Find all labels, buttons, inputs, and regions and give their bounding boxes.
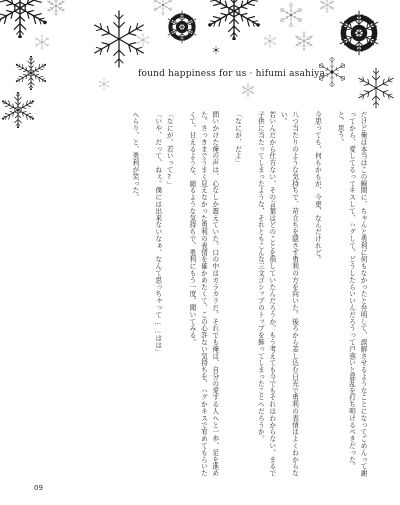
dialogue-line: 「いや、だって、ねぇ。僕には出来ないなぁ、なんて思っちゃって……はは」 (153, 111, 162, 356)
paragraph: 今思っても、何もかもが、今更、なんだけれど。 (313, 111, 322, 263)
page-number: 09 (34, 484, 43, 492)
running-header: found happiness for us · hifumi asahiya (138, 69, 326, 79)
snowflake-icon (278, 2, 304, 28)
snowflake-icon (354, 66, 398, 110)
paragraph-gap (174, 111, 185, 483)
snowflake-icon (14, 56, 48, 90)
snowflake-icon (240, 82, 256, 98)
paragraph: 若いんだから仕方ない、その言葉はどのことを指していたんだろうか。もう考えても今でもそれはわからない。まるで子供に当たってしまったような、それともこんな三文ゴシップのトップを飾ってしまったことへだろうか。 (256, 111, 276, 477)
paragraph-gap (243, 111, 254, 483)
dialogue-line: 「なにが、若いって?」 (165, 111, 174, 189)
snowflake-icon (34, 34, 50, 50)
paragraph: 八つ当たりのような気持ちで、苛立ちを隠さず勇利の方を向いた。後ろから差し込む日光で勇利の表情はよくわからない。 (279, 111, 299, 477)
snowflake-icon (263, 34, 277, 48)
snowflake-icon (212, 46, 220, 54)
vertical-body-text (129, 111, 368, 483)
snowflake-icon (336, 10, 382, 56)
snowflake-icon (318, 0, 336, 14)
snowflake-icon (98, 78, 110, 90)
snowflake-icon (0, 0, 50, 38)
snowflake-icon (45, 0, 67, 17)
snowflake-icon (136, 33, 150, 47)
paragraph-gap (220, 111, 231, 483)
paragraph-gap (322, 111, 333, 483)
paragraph: だけど俺は本当はこの瞬間に、ちゃんと勇利に何もなかったと弁明して、誤解させるようなことになってごめんって謝ってから、愛してるってキスして、ハグして、どうしたらいいんだろうって戸惑いと混乱を打ち明けるべきだった。と、思う。 (336, 111, 367, 477)
paragraph-gap (140, 111, 151, 483)
snowflake-icon (165, 10, 199, 44)
paragraph-gap (300, 111, 311, 483)
snowflake-icon (293, 30, 315, 52)
snowflake-icon (0, 92, 36, 128)
paragraph: 問いかけた俺の声は、心なしか震えていた。口の中はカラカラだ。それでも俺は、自分の愛する人へと一歩、足を進めた。さっきまでうまく見えなかった勇利の表情を確かめたくて、この心許ない気持ちを、ハグかキスで宥めてもらいたくて、甘えるような、縋るような気持ちで、勇利にもう一度、聞いてみる。 (187, 111, 219, 477)
paragraph: へらり、と、勇利が笑った。 (130, 111, 139, 201)
dialogue-line: 「なにが、だよ」 (233, 111, 242, 167)
snowflake-icon (205, 0, 263, 40)
